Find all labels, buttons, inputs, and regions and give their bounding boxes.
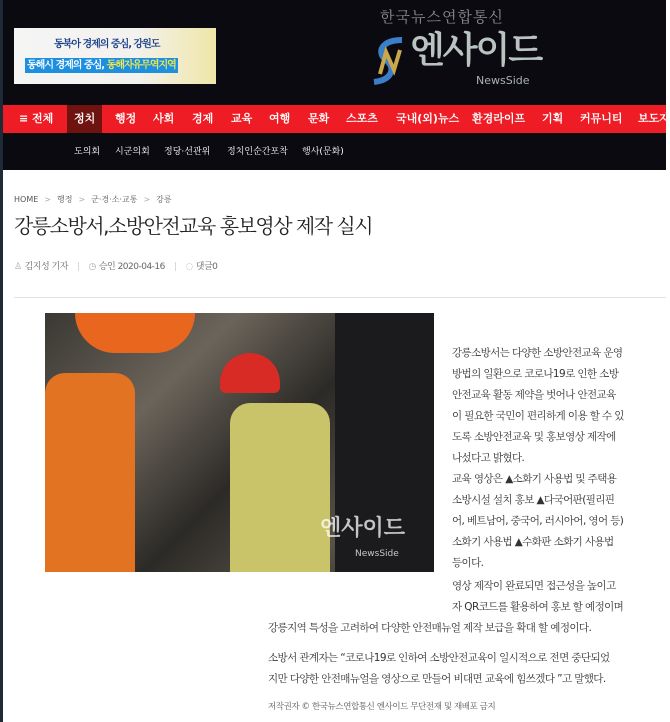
copyright: 저작권자 © 한국뉴스연합통신 엔사이드 무단전재 및 재배포 금지	[268, 702, 496, 712]
nav-item[interactable]: 행정	[115, 112, 137, 125]
user-icon: ♙	[14, 262, 22, 272]
breadcrumb	[14, 194, 172, 205]
paragraph-line: 영상 제작이 완료되면 접근성을 높이고	[452, 580, 616, 592]
site-subtitle: 한국뉴스연합통신	[380, 8, 504, 26]
divider	[14, 297, 666, 298]
paragraph-line: 도록 소방안전교육 및 홍보영상 제작에	[452, 431, 616, 443]
sub-nav	[0, 133, 666, 170]
article-meta	[14, 261, 217, 273]
nav-item[interactable]: 커뮤니티	[580, 112, 623, 125]
subnav-item[interactable]: 정당·선관위	[164, 147, 211, 157]
nav-item[interactable]: 교육	[231, 112, 253, 125]
paragraph-line: 강릉소방서는 다양한 소방안전교육 운영	[452, 347, 623, 359]
subnav-item[interactable]: 도의회	[74, 147, 101, 157]
logo-mark-icon[interactable]	[372, 38, 408, 84]
paragraph-line: 소화기 사용법 ▲수화판 소화기 사용법	[452, 536, 614, 548]
paragraph-line: 교육 영상은 ▲소화기 사용법 및 주택용	[452, 473, 617, 485]
main-nav	[0, 105, 670, 133]
ad-banner[interactable]	[14, 28, 216, 84]
logo-english: NewsSide	[476, 74, 530, 87]
author[interactable]: 김지성 기자	[24, 262, 68, 272]
chevron-right-icon: >	[78, 195, 86, 204]
breadcrumb-item[interactable]: 행정	[56, 195, 73, 204]
paragraph-line: 방법의 일환으로 코로나19로 인한 소방	[452, 368, 619, 380]
paragraph-3	[452, 576, 623, 618]
subnav-item[interactable]: 정치인순간포착	[227, 147, 288, 157]
subnav-item[interactable]: 행사(문화)	[302, 147, 344, 157]
paragraph-line: 소방서 관계자는 “코로나19로 인하여 소방안전교육이 일시적으로 전면 중단되었	[268, 652, 610, 664]
chevron-right-icon: >	[143, 195, 151, 204]
site-header	[0, 0, 666, 105]
publish-date: 승인 2020-04-16	[98, 262, 165, 272]
paragraph-3-cont: 강릉지역 특성을 고려하여 다양한 안전매뉴얼 제작 보급을 확대 할 예정이다.	[268, 622, 592, 634]
paragraph-4	[268, 648, 610, 690]
breadcrumb-home[interactable]: HOME	[14, 195, 39, 204]
paragraph-line: 안전교육 활동 제약을 벗어나 안전교육	[452, 389, 616, 401]
paragraph-2	[452, 469, 623, 574]
article-title: 강릉소방서,소방안전교육 홍보영상 제작 실시	[14, 214, 373, 238]
nav-item[interactable]: 스포츠	[346, 112, 378, 125]
nav-item[interactable]: 국내(외)뉴스	[396, 112, 460, 125]
photo-watermark: 엔사이드	[320, 516, 406, 541]
banner-line2	[25, 58, 178, 73]
nav-item-politics[interactable]: 정치	[67, 105, 102, 133]
breadcrumb-item[interactable]: 군·경·소·교통	[91, 195, 138, 204]
meta-divider: |	[76, 262, 80, 272]
paragraph-line: 이 필요한 국민이 편리하게 이용 할 수 있	[452, 410, 624, 422]
logo-text[interactable]: 엔사이드	[410, 30, 542, 71]
subnav-item[interactable]: 시군의회	[115, 147, 150, 157]
nav-item[interactable]: 문화	[308, 112, 330, 125]
paragraph-line: 소방시설 설치 홍보 ▲다국어판(필리핀	[452, 494, 615, 506]
nav-item[interactable]: 보도자	[638, 112, 670, 125]
breadcrumb-item[interactable]: 강릉	[156, 195, 172, 204]
clock-icon: ◷	[88, 262, 96, 272]
chevron-right-icon: >	[44, 195, 51, 204]
article-photo	[45, 313, 434, 572]
paragraph-line: 나섰다고 밝혔다.	[452, 452, 525, 464]
meta-divider: |	[173, 262, 177, 272]
nav-item[interactable]: 경제	[192, 112, 214, 125]
photo-watermark-en: NewsSide	[355, 549, 399, 559]
page-edge	[0, 0, 3, 722]
banner-line2-a: 동해시 경제의 중심,	[27, 60, 107, 71]
nav-item[interactable]: 기획	[542, 112, 564, 125]
nav-item[interactable]: 여행	[269, 112, 291, 125]
nav-item[interactable]: 환경라이프	[472, 112, 526, 125]
paragraph-line: 등이다.	[452, 557, 484, 569]
paragraph-line: 어, 베트남어, 중국어, 러시아어, 영어 등)	[452, 515, 624, 527]
banner-line1: 동북아 경제의 중심, 강원도	[54, 39, 160, 50]
paragraph-line: 지만 다양한 안전매뉴얼을 영상으로 만들어 비대면 교육에 힘쓰겠다 ”고 말했다.	[268, 673, 606, 685]
paragraph-line: 자 QR코드를 활용하여 홍보 할 예정이며	[452, 601, 624, 613]
banner-line2-b: 동해자유무역지역	[106, 60, 176, 71]
comment-icon: ◌	[185, 262, 193, 272]
paragraph-1	[452, 343, 624, 469]
comment-count[interactable]: 댓글0	[195, 262, 218, 272]
nav-item[interactable]: 사회	[153, 112, 175, 125]
nav-all-menu[interactable]: ≡ 전체	[19, 112, 54, 125]
